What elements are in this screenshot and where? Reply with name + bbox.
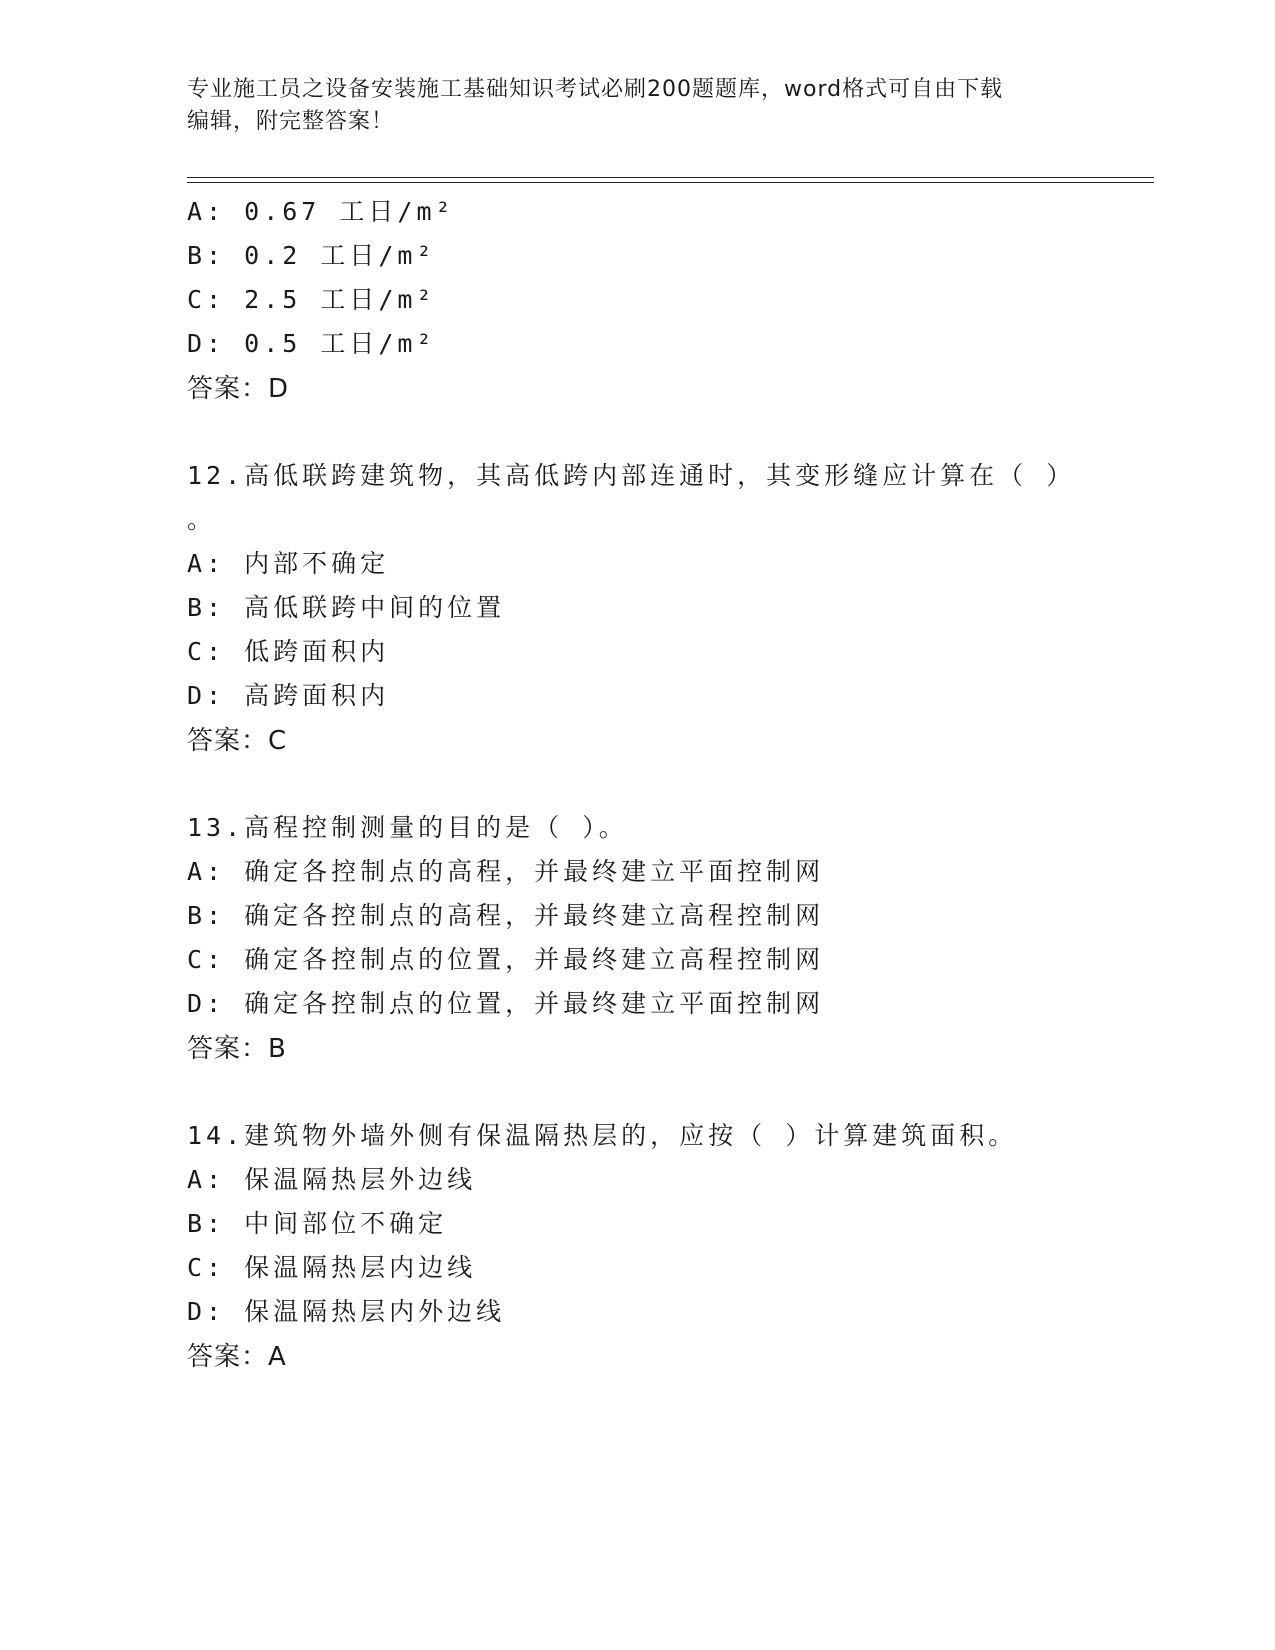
q14-answer: 答案：A <box>187 1342 287 1372</box>
q13-option-a: A: 确定各控制点的高程，并最终建立平面控制网 <box>187 857 825 886</box>
q11-option-c: C: 2.5 工日/m² <box>187 285 436 314</box>
q12-option-b: B: 高低联跨中间的位置 <box>187 593 506 622</box>
q12-stem: 12.高低联跨建筑物，其高低跨内部连通时，其变形缝应计算在（ ） <box>187 461 1076 490</box>
q14-option-d: D: 保温隔热层内外边线 <box>187 1297 506 1326</box>
q12-option-a: A: 内部不确定 <box>187 549 390 578</box>
q13-option-b: B: 确定各控制点的高程，并最终建立高程控制网 <box>187 901 825 930</box>
q13-answer: 答案：B <box>187 1034 287 1064</box>
q11-answer: 答案：D <box>187 374 290 404</box>
q11-option-d: D: 0.5 工日/m² <box>187 329 436 358</box>
q13-stem: 13.高程控制测量的目的是（ ）。 <box>187 813 628 842</box>
header-title-line-2: 编辑，附完整答案！ <box>187 109 395 134</box>
header-divider-bottom <box>187 182 1154 183</box>
q14-option-b: B: 中间部位不确定 <box>187 1209 448 1238</box>
q13-option-c: C: 确定各控制点的位置，并最终建立高程控制网 <box>187 945 825 974</box>
q12-option-c: C: 低跨面积内 <box>187 637 390 666</box>
q12-answer: 答案：C <box>187 726 288 756</box>
q12-option-d: D: 高跨面积内 <box>187 681 390 710</box>
q12-stem-continuation: 。 <box>187 505 217 534</box>
q14-stem: 14.建筑物外墙外侧有保温隔热层的，应按（ ）计算建筑面积。 <box>187 1121 1018 1150</box>
q11-option-b: B: 0.2 工日/m² <box>187 241 436 270</box>
q14-option-a: A: 保温隔热层外边线 <box>187 1165 477 1194</box>
q13-option-d: D: 确定各控制点的位置，并最终建立平面控制网 <box>187 989 825 1018</box>
q14-option-c: C: 保温隔热层内边线 <box>187 1253 477 1282</box>
header-divider-top <box>187 177 1154 178</box>
header-title-line-1: 专业施工员之设备安装施工基础知识考试必刷200题题库，word格式可自由下载 <box>187 77 1004 102</box>
document-header <box>187 74 1067 138</box>
q11-option-a: A: 0.67 工日/m² <box>187 197 455 226</box>
